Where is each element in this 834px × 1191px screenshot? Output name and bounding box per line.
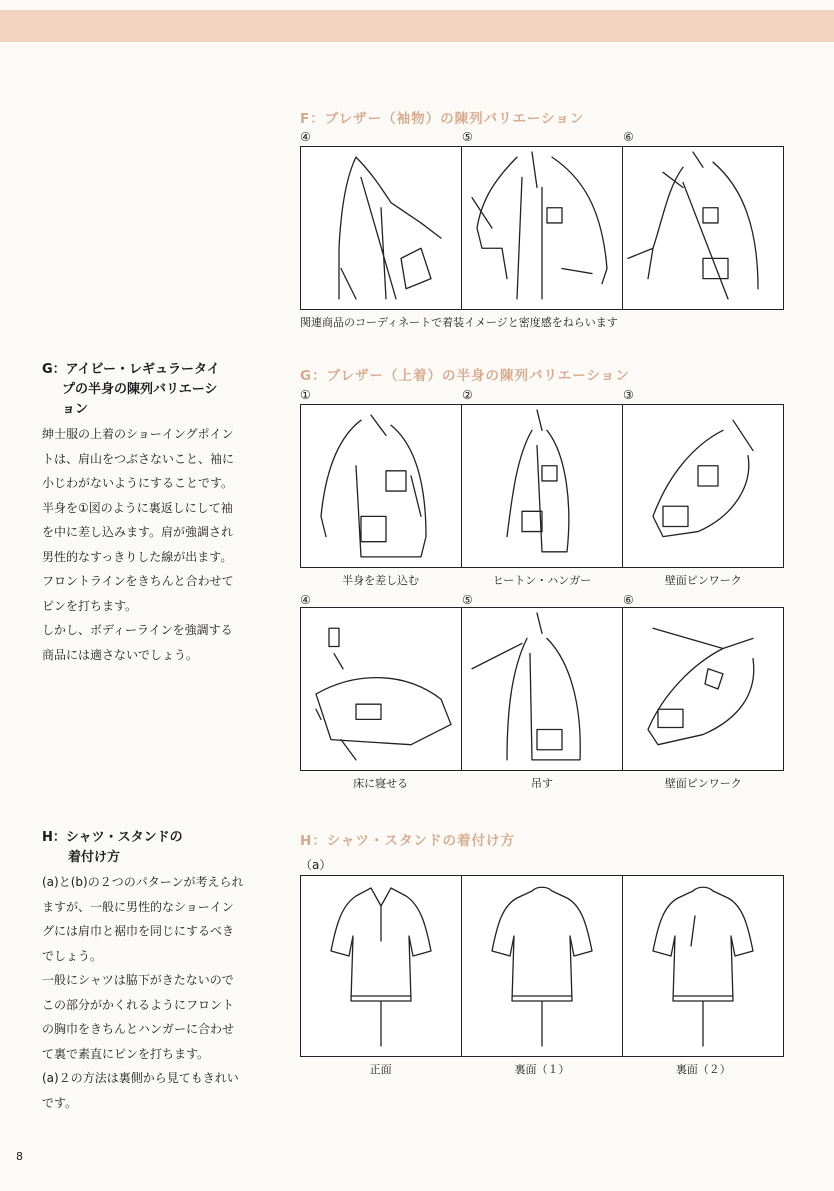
sidebar-g-heading: [42, 360, 220, 420]
sidebar-g-body: [42, 422, 234, 667]
body-line: ピンを打ちます。: [42, 598, 138, 613]
jacket-illustration: [301, 608, 461, 770]
jacket-illustration: [301, 405, 461, 567]
shirt-stand-illustration: [301, 876, 461, 1056]
figure-caption: 半身を差し込む: [342, 574, 420, 587]
shirt-stand-illustration: [461, 876, 622, 1056]
figure-caption: 裏面（１）: [514, 1063, 570, 1076]
fig-number: ①: [300, 388, 311, 402]
figure-caption: 壁面ピンワーク: [664, 574, 742, 587]
heading-line: 着付け方: [68, 850, 121, 865]
body-line: 半身を①図のように裏返しにして袖: [42, 500, 233, 515]
page-number: 8: [16, 1150, 23, 1163]
body-line: 小じわがないようにすることです。: [42, 476, 234, 490]
body-line: 一般にシャツは脇下がきたないので: [42, 973, 234, 987]
fig-number: ④: [300, 130, 311, 144]
figure-caption: 正面: [369, 1063, 392, 1076]
heading-line: H：シャツ・スタンドの: [42, 830, 183, 845]
body-line: フロントラインをきちんと合わせて: [42, 574, 234, 588]
body-line: 紳士服の上着のショーイングポイン: [42, 427, 234, 441]
fig-number: ⑤: [462, 130, 473, 144]
body-line: ますが、一般に男性的なショーイン: [42, 899, 234, 914]
caption-row-h: [300, 1061, 784, 1077]
jacket-illustration: [622, 405, 783, 567]
fig-number: ⑥: [623, 130, 634, 144]
fig-number: ③: [623, 388, 634, 402]
fig-number: ④: [300, 593, 311, 607]
body-line: この部分がかくれるようにフロント: [42, 997, 235, 1012]
figure-caption: 床に寝せる: [353, 777, 409, 790]
section-g-title: G：ブレザー（上着）の半身の陳列バリエーション: [300, 368, 630, 384]
body-line: 商品には適さないでしょう。: [42, 647, 199, 662]
body-line: て裏で素直にピンを打ちます。: [42, 1046, 210, 1061]
section-f-title: F：ブレザー（袖物）の陳列バリエーション: [300, 111, 585, 127]
caption-row-g2: [300, 775, 784, 791]
body-line: です。: [42, 1095, 78, 1110]
jacket-illustration: [622, 608, 783, 770]
figure-row-h: [300, 875, 784, 1057]
body-line: (a)２の方法は裏側から見てもきれい: [42, 1071, 239, 1085]
sidebar-h-heading: [42, 828, 183, 868]
fig-number: ⑥: [623, 593, 634, 607]
sidebar-h-body: [42, 870, 243, 1115]
section-h-title: H：シャツ・スタンドの着付け方: [300, 833, 516, 849]
heading-line: プの半身の陳列バリエーシ: [62, 382, 218, 397]
jacket-illustration: [461, 608, 622, 770]
body-line: の胸巾をきちんとハンガーに合わせ: [42, 1022, 235, 1036]
figure-caption: 壁面ピンワーク: [664, 777, 742, 790]
heading-line: G：アイビー・レギュラータイ: [42, 362, 220, 377]
body-line: を中に差し込みます。肩が強調され: [42, 525, 234, 539]
shirt-stand-illustration: [622, 876, 783, 1056]
jacket-illustration: [301, 147, 461, 309]
heading-line: ョン: [62, 402, 89, 417]
body-line: グには肩巾と裾巾を同じにするべき: [42, 924, 235, 938]
body-line: 男性的なすっきりした線が出ます。: [42, 549, 233, 564]
jacket-illustration: [461, 147, 622, 309]
figure-row-g2: [300, 607, 784, 771]
caption-row-g1: [300, 572, 784, 588]
body-line: (a)と(b)の２つのパターンが考えられ: [42, 875, 244, 889]
fig-number: ②: [462, 388, 473, 402]
body-line: でしょう。: [42, 948, 103, 963]
figure-caption: 吊す: [530, 777, 553, 790]
body-line: トは、肩山をつぶさないこと、袖に: [42, 451, 235, 466]
sub-label: （a）: [300, 858, 332, 872]
top-color-band: [0, 10, 834, 42]
figure-row-f: [300, 146, 784, 310]
figure-caption: ヒートン・ハンガー: [492, 574, 592, 587]
figure-row-g1: [300, 404, 784, 568]
jacket-illustration: [622, 147, 783, 309]
jacket-illustration: [461, 405, 622, 567]
body-line: しかし、ボディーラインを強調する: [42, 623, 233, 637]
figure-caption: 裏面（２）: [675, 1063, 731, 1076]
section-f-caption: 関連商品のコーディネートで着装イメージと密度感をねらいます: [300, 316, 618, 329]
fig-number: ⑤: [462, 593, 473, 607]
